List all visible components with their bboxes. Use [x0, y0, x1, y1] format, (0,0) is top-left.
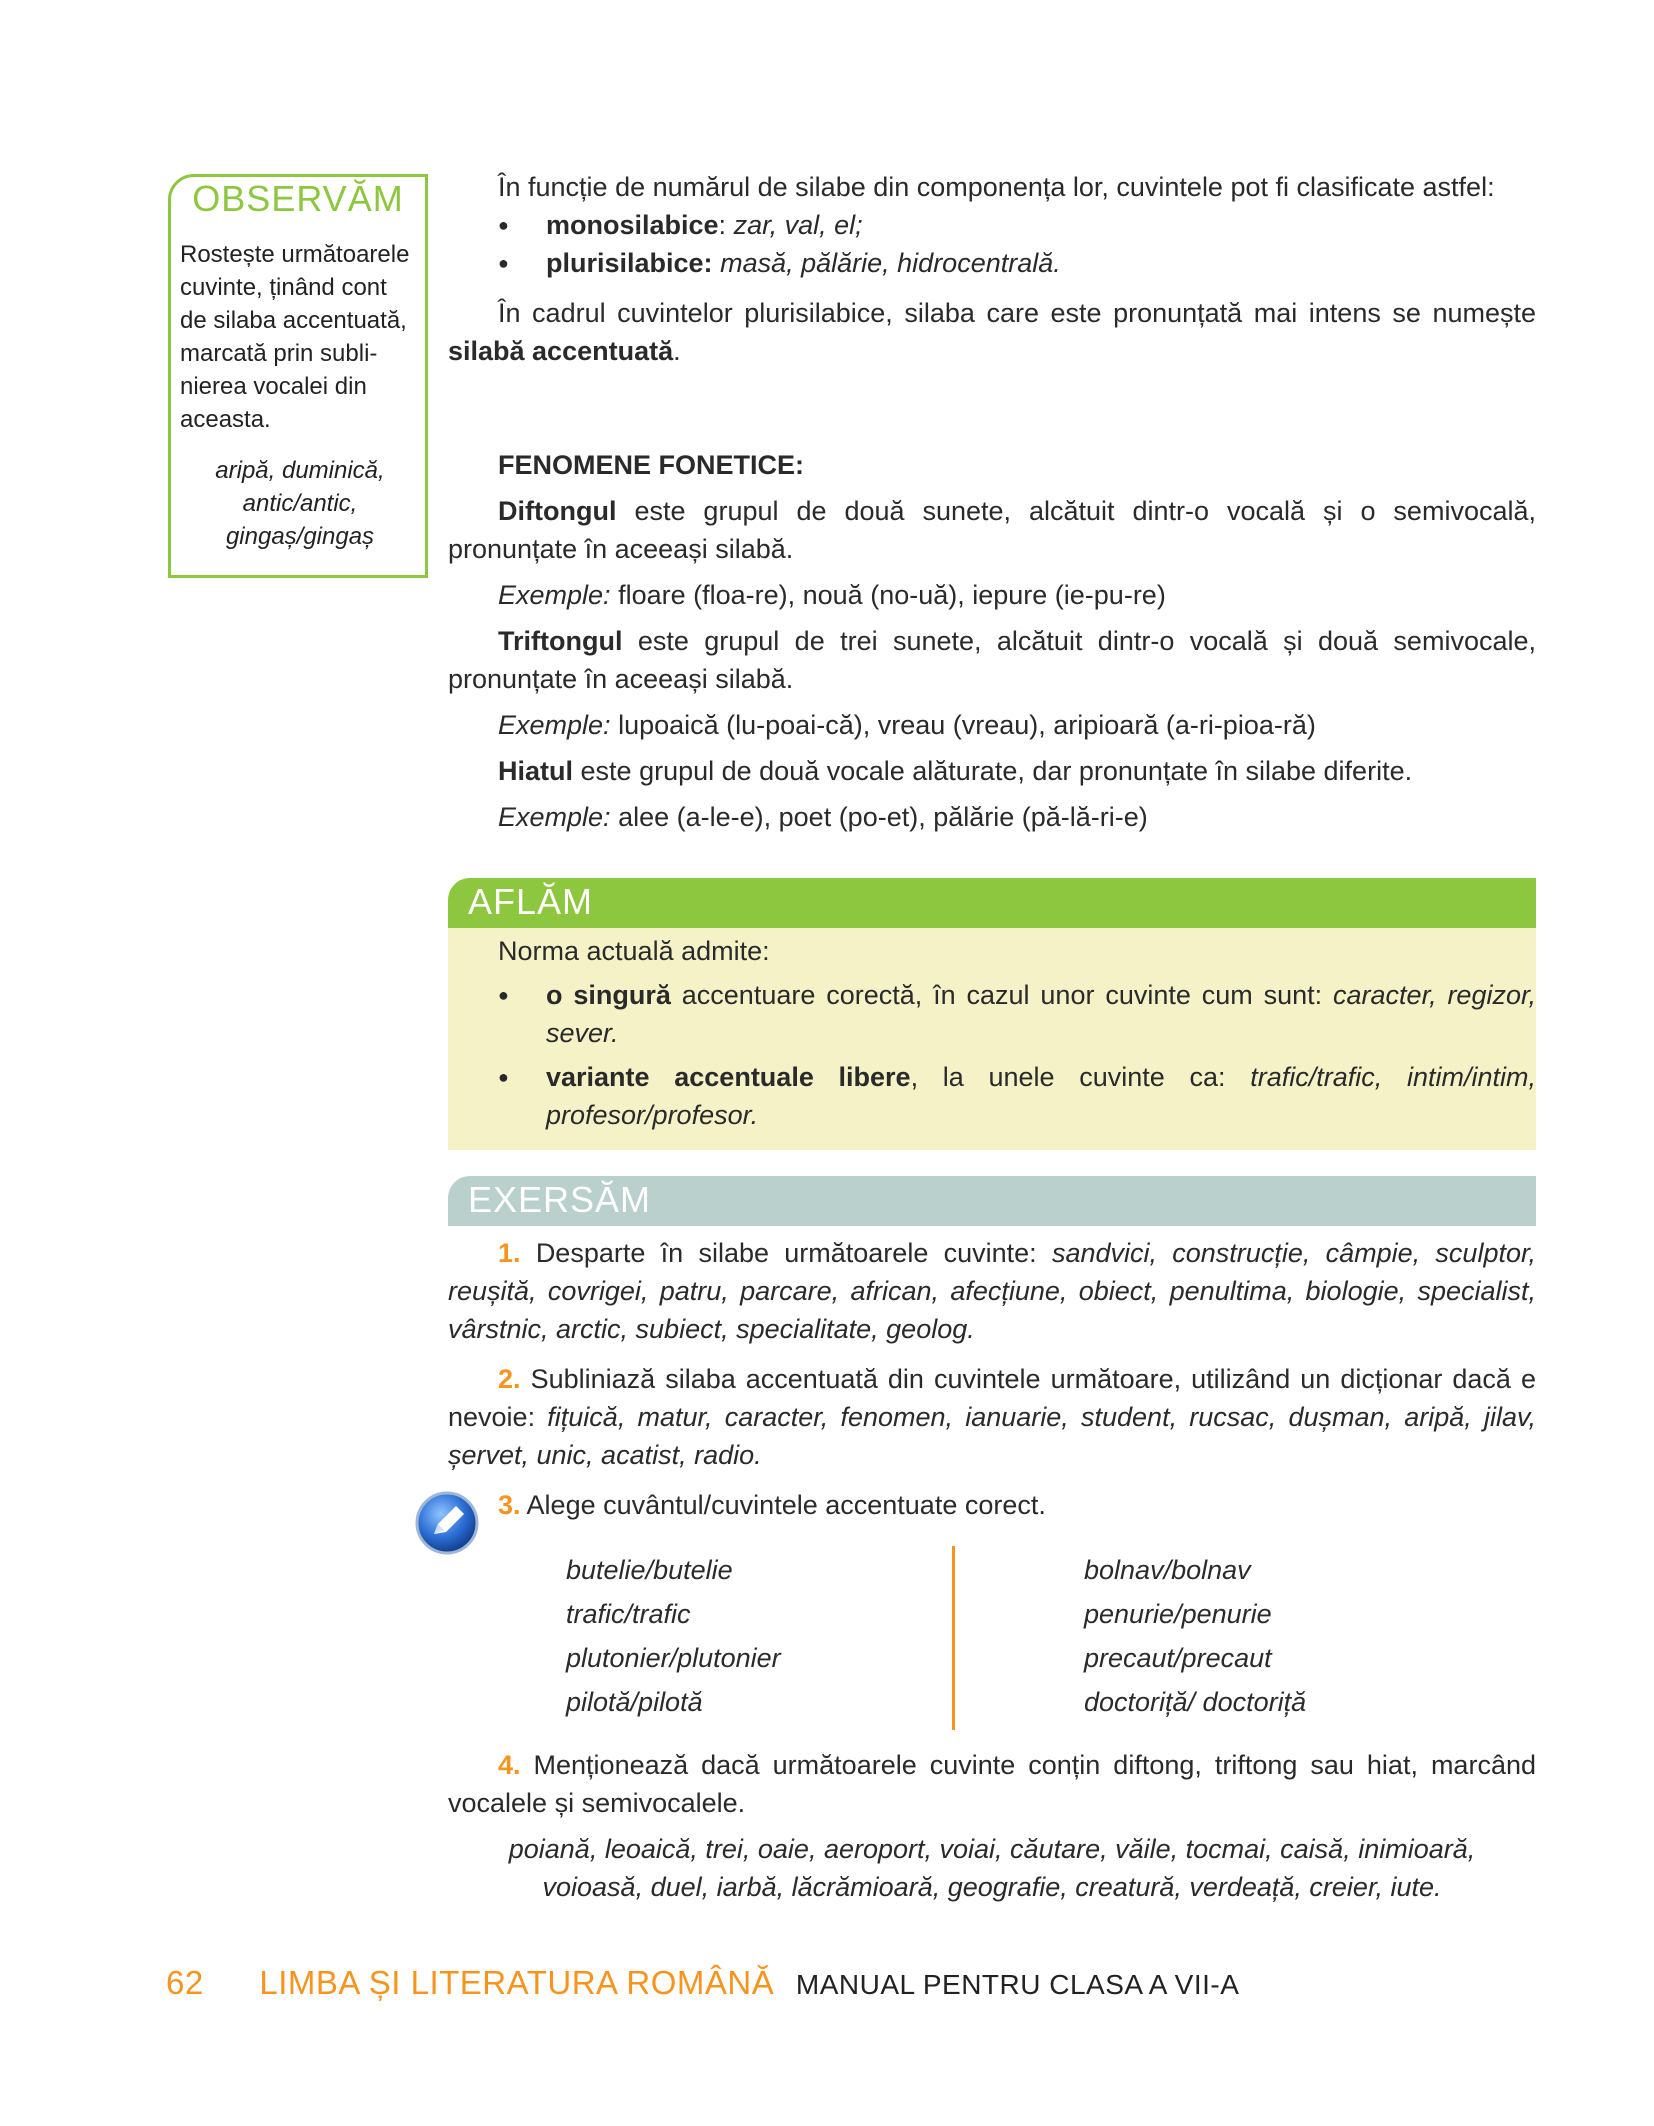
term: plurisilabice: — [546, 248, 713, 278]
text: este grupul de două sunete, alcătuit dintr-o vocală și o semivocală, pronunțate în aceeași silabă. — [448, 496, 1536, 564]
text: În cadrul cuvintelor plurisilabice, silaba care este pronunțată mai intens se numește — [498, 298, 1536, 328]
text: este grupul de trei sunete, alcătuit dintr-o vocală și două semivocale, pronunțate în aceeași silabă. — [448, 626, 1536, 694]
label: Exemple: — [498, 580, 611, 610]
word-pair: doctoriță/ doctoriță — [1084, 1687, 1307, 1717]
observam-word-line: aripă, duminică, — [215, 457, 385, 484]
exercise-number: 1. — [498, 1238, 521, 1268]
diftong-def — [448, 492, 1536, 568]
text: . — [673, 336, 681, 366]
exercise-words: sandvici, construcție, câmpie, sculptor, reușită, covrigei, patru, parcare, african, afecțiune, obiect, penultima, biologie, specialist, vârstnic, arctic, subiect, specialitate, geolog. — [448, 1238, 1536, 1344]
term: variante accentuale libere — [546, 1062, 911, 1092]
exersam-title: EXERSĂM — [468, 1179, 652, 1220]
page-number: 62 — [166, 1964, 204, 2001]
observam-text: Rostește următoarele cuvinte, ținând cont de silaba accentuată, marcată prin subli- nierea vocalei din aceasta. — [180, 241, 410, 433]
word-pair: butelie/butelie — [566, 1555, 733, 1585]
text: floare (floa-re), nouă (no-uă), iepure (ie-pu-re) — [618, 580, 1166, 610]
term: Diftongul — [498, 496, 617, 526]
exercise-4-words — [448, 1830, 1536, 1906]
text: alee (a-le-e), poet (po-et), pălărie (pă-lă-ri-e) — [618, 802, 1148, 832]
word-pair: precaut/precaut — [1084, 1643, 1272, 1673]
exercise-text: Desparte în silabe următoarele cuvinte: — [535, 1238, 1037, 1268]
text: accentuare corectă, în cazul unor cuvinte cum sunt: — [681, 980, 1323, 1010]
text: , la unele cuvinte ca: — [910, 1062, 1226, 1092]
term: Triftongul — [498, 626, 623, 656]
word-line: poiană, leoaică, trei, oaie, aeroport, voiai, căutare, văile, tocmai, caisă, inimioară, — [508, 1834, 1476, 1864]
word-pair: bolnav/bolnav — [1084, 1555, 1251, 1585]
term: monosilabice — [546, 210, 719, 240]
word-line: voioasă, duel, iarbă, lăcrămioară, geografie, creatură, verdeață, creier, iute. — [542, 1872, 1442, 1902]
aflam-header-bar — [448, 878, 1536, 928]
examples: caracter, regizor, sever. — [546, 980, 1536, 1048]
observam-words — [180, 454, 420, 553]
term: o singură — [546, 980, 671, 1010]
accent-paragraph — [448, 294, 1536, 370]
intro-paragraph: În funcție de numărul de silabe din componența lor, cuvintele pot fi clasificate astfel: — [498, 172, 1495, 202]
word-pair: plutonier/plutonier — [566, 1643, 781, 1673]
examples: trafic/trafic, intim/intim, profesor/profesor. — [546, 1062, 1536, 1130]
aflam-list-item — [448, 1058, 1536, 1134]
exercise-3-left-column — [566, 1548, 781, 1724]
book-title: LIMBA ȘI LITERATURA ROMÂNĂ — [259, 1964, 775, 2001]
column-divider — [952, 1546, 955, 1730]
exercise-1 — [448, 1234, 1536, 1348]
exercise-text: Menționează dacă următoarele cuvinte conțin diftong, triftong sau hiat, marcând vocalele și semivocalele. — [448, 1750, 1536, 1818]
observam-word-line: antic/antic, — [242, 490, 358, 517]
observam-word-line: gingaș/gingaș — [225, 523, 375, 550]
examples: masă, pălărie, hidrocentrală. — [720, 248, 1061, 278]
list-item-plurisilabice — [448, 244, 1536, 282]
fenomene-section — [448, 446, 1536, 836]
term: silabă accentuată — [448, 336, 674, 366]
word-pair: trafic/trafic — [566, 1599, 691, 1629]
aflam-list-item — [448, 976, 1536, 1052]
diftong-examples — [448, 576, 1536, 614]
examples: zar, val, el; — [733, 210, 863, 240]
hiat-def — [448, 752, 1536, 790]
exercise-number: 3. — [498, 1490, 521, 1520]
book-subtitle: MANUAL PENTRU CLASA A VII-A — [795, 1969, 1240, 2000]
exercise-3 — [448, 1486, 1536, 1524]
exercise-text: Subliniază silaba accentuată din cuvintele următoare, utilizând un dicționar dacă e nevoie: — [448, 1364, 1536, 1432]
intro-section — [448, 168, 1536, 370]
label: Exemple: — [498, 802, 611, 832]
exercise-text: Alege cuvântul/cuvintele accentuate corect. — [526, 1490, 1046, 1520]
aflam-title: AFLĂM — [468, 881, 594, 922]
fenomene-heading: FENOMENE FONETICE: — [498, 450, 805, 480]
exercise-number: 2. — [498, 1364, 521, 1394]
label: Exemple: — [498, 710, 611, 740]
exercise-words: fițuică, matur, caracter, fenomen, ianuarie, student, rucsac, dușman, aripă, jilav, șervet, unic, acatist, radio. — [448, 1402, 1536, 1470]
text: este grupul de două vocale alăturate, dar pronunțate în silabe diferite. — [580, 756, 1413, 786]
word-pair: pilotă/pilotă — [566, 1687, 703, 1717]
exercise-3-right-column — [1084, 1548, 1306, 1724]
aflam-intro: Norma actuală admite: — [498, 936, 770, 966]
word-pair: penurie/penurie — [1084, 1599, 1272, 1629]
page-footer — [166, 1964, 1239, 2002]
list-item-monosilabice: ● monosilabice: zar, val, el; — [448, 206, 1536, 244]
triftong-examples — [448, 706, 1536, 744]
triftong-def — [448, 622, 1536, 698]
term: Hiatul — [498, 756, 574, 786]
hiat-examples — [448, 798, 1536, 836]
exercise-number: 4. — [498, 1750, 521, 1780]
exercise-4 — [448, 1746, 1536, 1822]
observam-title: OBSERVĂM — [192, 178, 404, 219]
exercise-2 — [448, 1360, 1536, 1474]
aflam-content — [448, 932, 1536, 1134]
text: lupoaică (lu-poai-că), vreau (vreau), aripioară (a-ri-pioa-ră) — [618, 710, 1316, 740]
